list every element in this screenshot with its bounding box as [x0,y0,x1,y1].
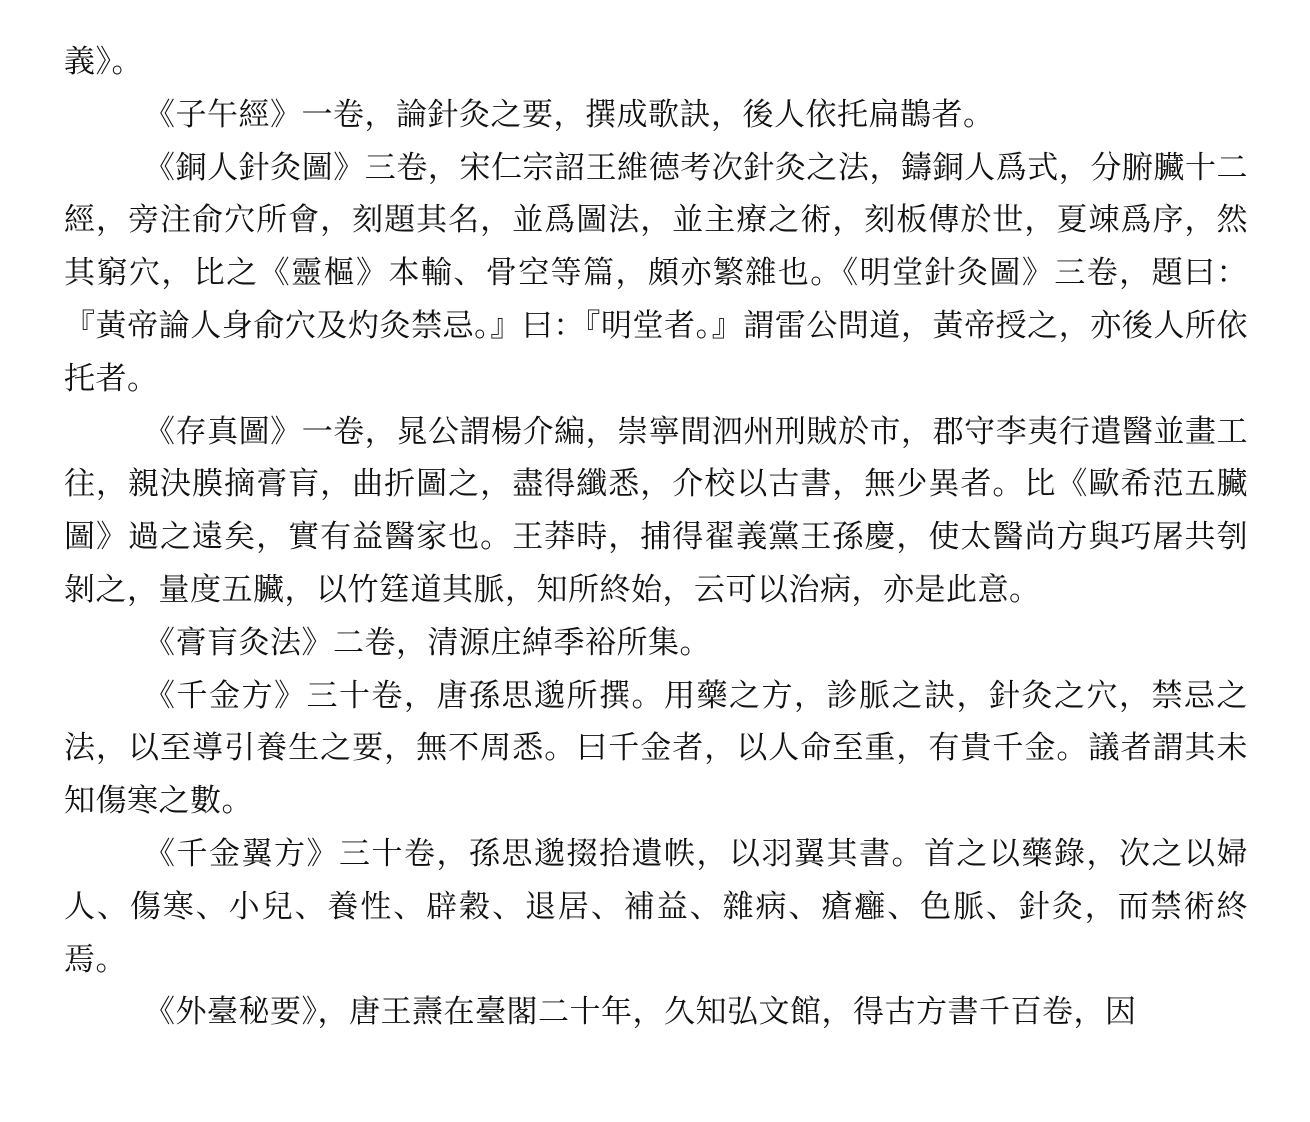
document-page [64,36,1248,1039]
paragraph-gaohuang-jiufa: 《膏肓灸法》二卷，清源庄綽季裕所集。 [144,624,711,661]
paragraph-qianjin-yifang: 《千金翼方》三十卷，孫思邈掇拾遺帙，以羽翼其書。首之以藥錄，次之以婦人、傷寒、小兒、養性、辟穀、退居、補益、雜病、瘡癰、色脈、針灸，而禁術終焉。 [64,835,1248,978]
paragraph-cunzhen-tu: 《存真圖》一卷，晁公謂楊介編，崇寧間泗州刑賊於市，郡守李夷行遣醫並畫工往，親決膜摘膏肓，曲折圖之，盡得纖悉，介校以古書，無少異者。比《歐希范五臟圖》過之遠矣，實有益醫家也。王莽時，捕得翟義黨王孫慶，使太醫尚方與巧屠共刳剝之，量度五臟，以竹筳道其脈，知所終始，云可以治病，亦是此意。 [64,413,1248,608]
paragraph-tongren-zhenjiu-tu: 《銅人針灸圖》三卷，宋仁宗詔王維德考次針灸之法，鑄銅人爲式，分腑臟十二經，旁注俞穴所會，刻題其名，並爲圖法，並主療之術，刻板傳於世，夏竦爲序，然其窮穴，比之《靈樞》本輸、骨空等篇，頗亦繁雜也。《明堂針灸圖》三卷，題曰：『黃帝論人身俞穴及灼灸禁忌。』曰：『明堂者。』謂雷公問道，黃帝授之，亦後人所依托者。 [64,149,1248,397]
paragraph-qianjin-fang: 《千金方》三十卷，唐孫思邈所撰。用藥之方，診脈之訣，針灸之穴，禁忌之法，以至導引養生之要，無不周悉。曰千金者，以人命至重，有貴千金。議者謂其未知傷寒之數。 [64,677,1248,820]
paragraph-ziwu-jing: 《子午經》一卷，論針灸之要，撰成歌訣，後人依托扁鵲者。 [144,96,995,133]
paragraph-continuation: 義》。 [64,44,143,80]
paragraph-waitai-miyao: 《外臺秘要》，唐王燾在臺閣二十年，久知弘文館，得古方書千百卷，因 [144,994,1137,1031]
